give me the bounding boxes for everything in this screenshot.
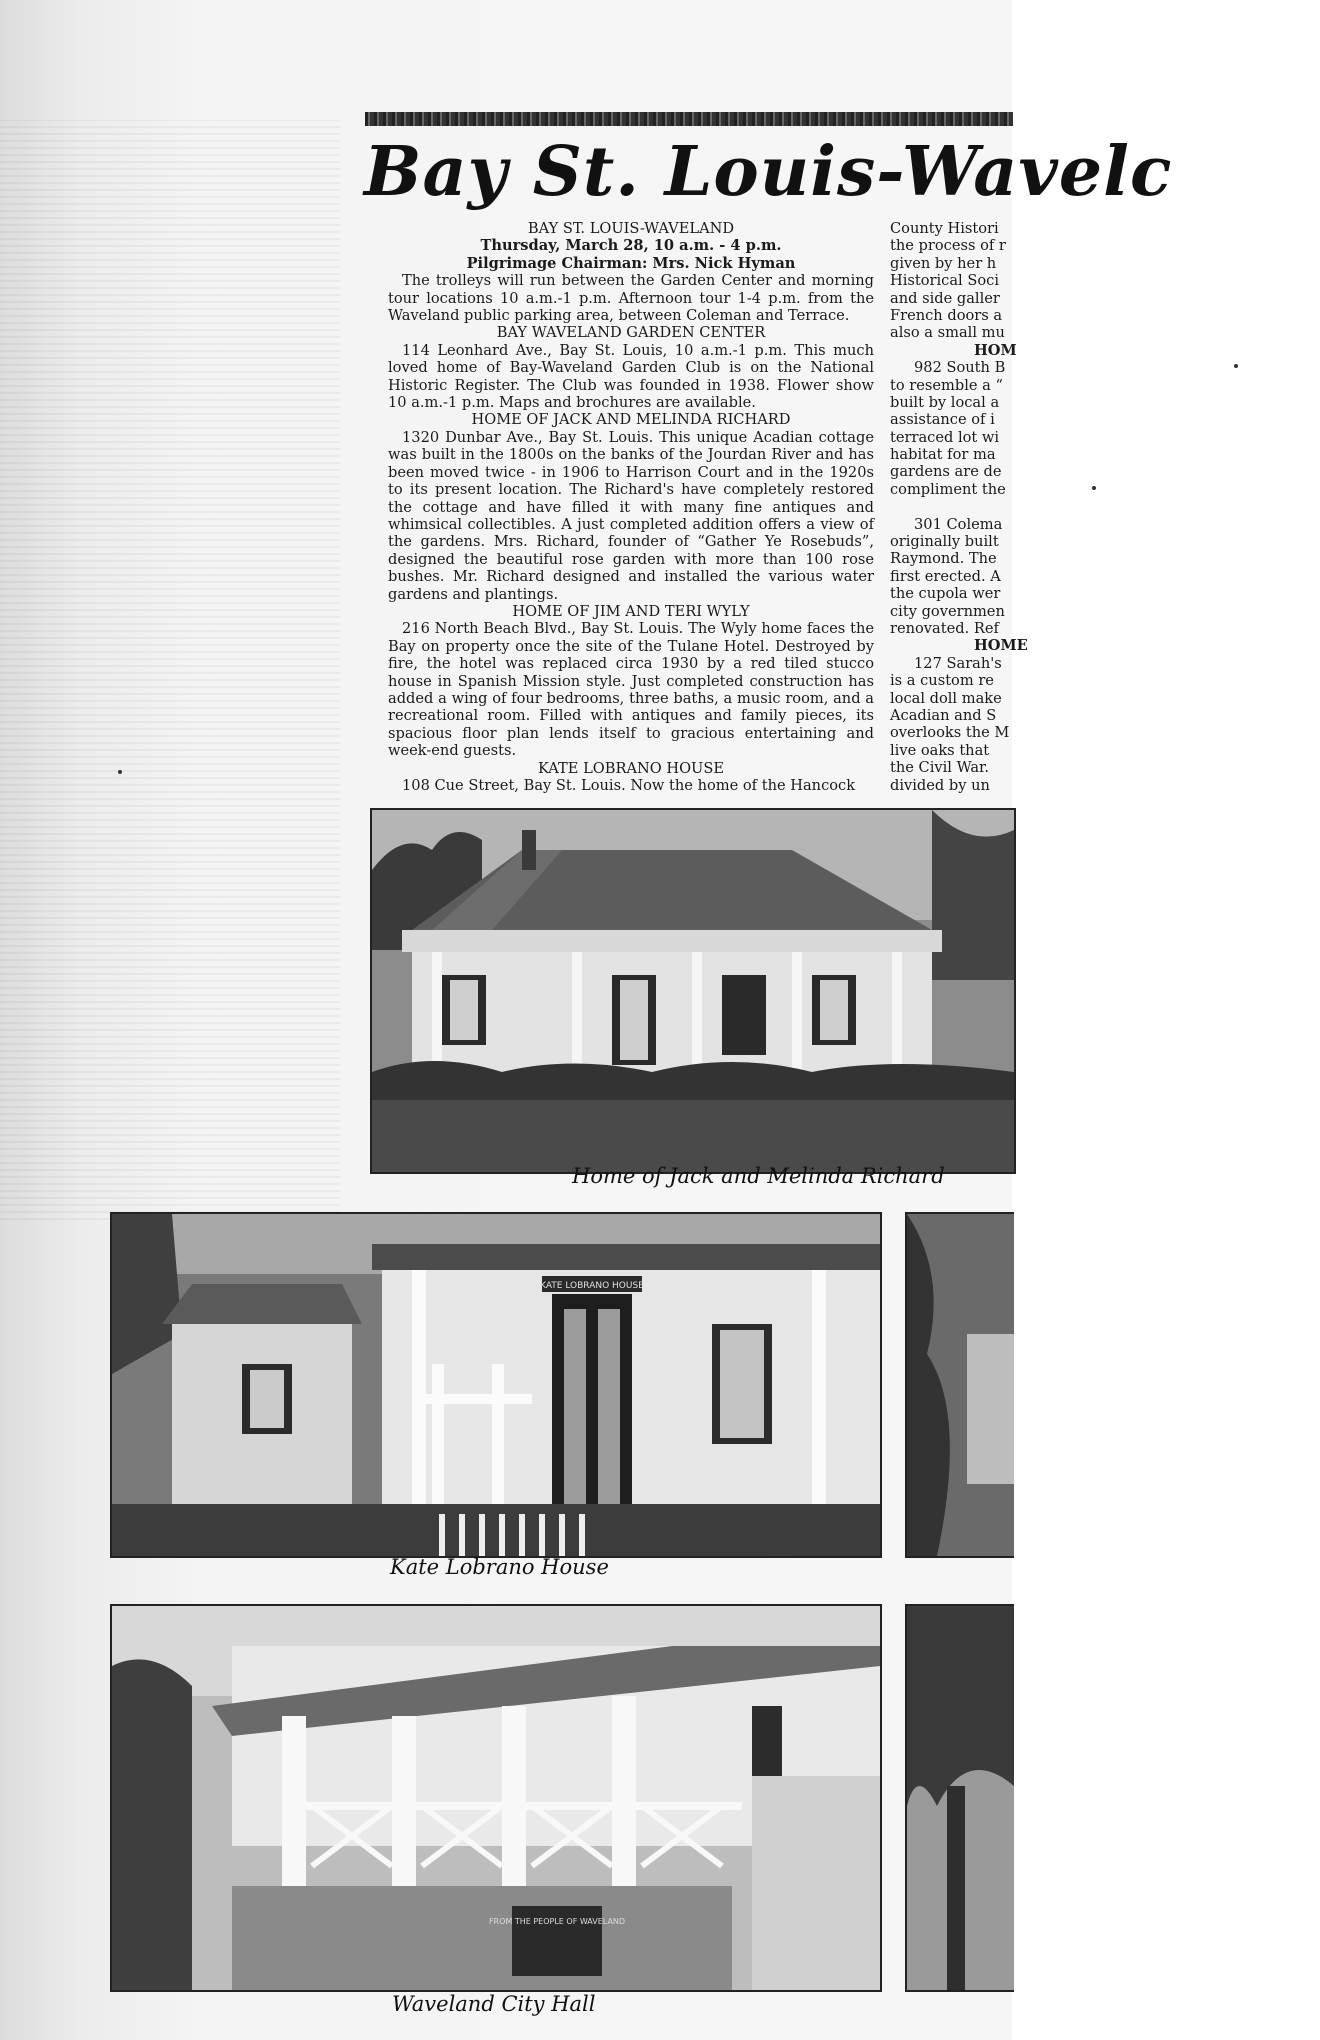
acadian-cottage-illustration: [372, 810, 1014, 1172]
right-column-line: the Civil War.: [890, 759, 990, 777]
right-column-line: habitat for ma: [890, 446, 996, 464]
caption-richard-home: Home of Jack and Melinda Richard: [572, 1164, 945, 1188]
header-rule: [365, 112, 1013, 126]
scan-speck: [1234, 364, 1238, 368]
right-column-line: the process of r: [890, 237, 1006, 255]
event-date: Thursday, March 28, 10 a.m. - 4 p.m.: [480, 237, 782, 255]
right-column-line: assistance of i: [890, 411, 995, 429]
right-column-line: originally built: [890, 533, 999, 551]
cropped-tree-illustration: [907, 1214, 1014, 1556]
section-heading: HOME OF JIM AND TERI WYLY: [512, 602, 750, 620]
right-column-line: built by local a: [890, 393, 1000, 411]
photo-richard-home: [370, 808, 1016, 1174]
right-column-line: renovated. Ref: [890, 619, 999, 637]
right-column-line: given by her h: [890, 254, 997, 272]
city-hall-illustration: [112, 1606, 880, 1990]
article-heading: BAY ST. LOUIS-WAVELAND: [527, 220, 735, 237]
section-body: 216 North Beach Blvd., Bay St. Louis. The Wyly home faces the Bay on property once the site of the Tulane Hotel. Destroyed by fire, the hotel was replaced circa 1930 by a red tiled stucco house in Spanish Mission style. Just completed construction has added a wing of four bedrooms, three baths, a music room, and a recreational room. Filled with antiques and family pieces, its spacious floor plan lends itself to gracious entertaining and week-end guests.: [388, 620, 874, 760]
right-column-line: Raymond. The: [890, 550, 997, 568]
right-column-cropped: [890, 220, 1028, 812]
photo-cropped-right-2: [905, 1604, 1014, 1992]
right-column-line: terraced lot wi: [890, 428, 1000, 446]
scan-shading: [0, 120, 340, 1220]
house-sign-text: KATE LOBRANO HOUSE: [540, 1281, 644, 1291]
section-body: 1320 Dunbar Ave., Bay St. Louis. This unique Acadian cottage was built in the 1800s on the banks of the Jourdan River and has been moved twice - in 1906 to Harrison Court and in the 1920s to its present location. The Richard's have completely restored the cottage and have filled it with many fine antiques and whimsical collectibles. A just completed addition offers a view of the gardens. Mrs. Richard, founder of “Gather Ye Rosebuds”, designed the beautiful rose garden with more than 100 rose bushes. Mr. Richard designed and installed the various water gardens and plantings.: [388, 428, 874, 603]
right-column-line: 301 Colema: [914, 515, 1003, 533]
intro-paragraph: The trolleys will run between the Garden Center and morning tour locations 10 a.m.-1 p.m. Afternoon tour 1-4 p.m. from the Waveland public parking area, between Coleman and Terrace.: [388, 272, 874, 325]
plaque-text: FROM THE PEOPLE OF WAVELAND: [488, 1917, 626, 1926]
pilgrimage-chair: Pilgrimage Chairman: Mrs. Nick Hyman: [466, 254, 796, 272]
photo-cropped-right-1: [905, 1212, 1014, 1558]
right-column-line: 127 Sarah's: [914, 654, 1002, 672]
right-column-line: Acadian and S: [890, 706, 997, 724]
right-column-line: live oaks that: [890, 741, 990, 759]
headline: Bay St. Louis-Wavelc: [364, 132, 1173, 212]
right-column-line: city governmen: [890, 602, 1005, 620]
right-column-line: first erected. A: [890, 567, 1001, 585]
right-column-line: [890, 498, 1012, 515]
section-heading: KATE LOBRANO HOUSE: [538, 759, 724, 777]
right-column-line: is a custom re: [890, 672, 994, 690]
right-column-line: the cupola wer: [890, 585, 1001, 603]
section-heading: HOME OF JACK AND MELINDA RICHARD: [471, 411, 791, 429]
scan-speck: [1092, 486, 1096, 490]
right-column-line: also a small mu: [890, 324, 1005, 342]
photo-kate-lobrano-house: [110, 1212, 882, 1558]
right-column-line: overlooks the M: [890, 724, 1010, 742]
right-column-line: gardens are de: [890, 463, 1002, 481]
right-column-line: Historical Soci: [890, 272, 999, 290]
section-body: 114 Leonhard Ave., Bay St. Louis, 10 a.m.-1 p.m. This much loved home of Bay-Waveland Garden Club is on the National Historic Register. The Club was founded in 1938. Flower show 10 a.m.-1 p.m. Maps and brochures are available.: [388, 341, 874, 412]
right-column-line: compliment the: [890, 480, 1006, 498]
right-column-line: HOME: [974, 637, 1028, 655]
right-column-line: 982 South B: [914, 359, 1006, 377]
section-body: 108 Cue Street, Bay St. Louis. Now the home of the Hancock: [402, 777, 856, 794]
right-column-line: HOM: [974, 341, 1017, 359]
scan-speck: [118, 770, 122, 774]
right-column-line: County Histori: [890, 220, 999, 237]
right-column-line: local doll make: [890, 689, 1002, 707]
right-column-line: French doors a: [890, 306, 1003, 324]
right-column-line: divided by un: [890, 776, 990, 794]
cropped-oak-illustration: [907, 1606, 1014, 1990]
right-column-line: and side galler: [890, 289, 1000, 307]
section-heading: BAY WAVELAND GARDEN CENTER: [496, 324, 766, 342]
photo-waveland-city-hall: [110, 1604, 882, 1992]
caption-waveland-city-hall: Waveland City Hall: [392, 1992, 596, 2016]
caption-kate-lobrano-house: Kate Lobrano House: [390, 1555, 609, 1579]
article-column: [388, 220, 874, 794]
lobrano-house-illustration: [112, 1214, 880, 1556]
right-column-line: to resemble a “: [890, 376, 1003, 394]
